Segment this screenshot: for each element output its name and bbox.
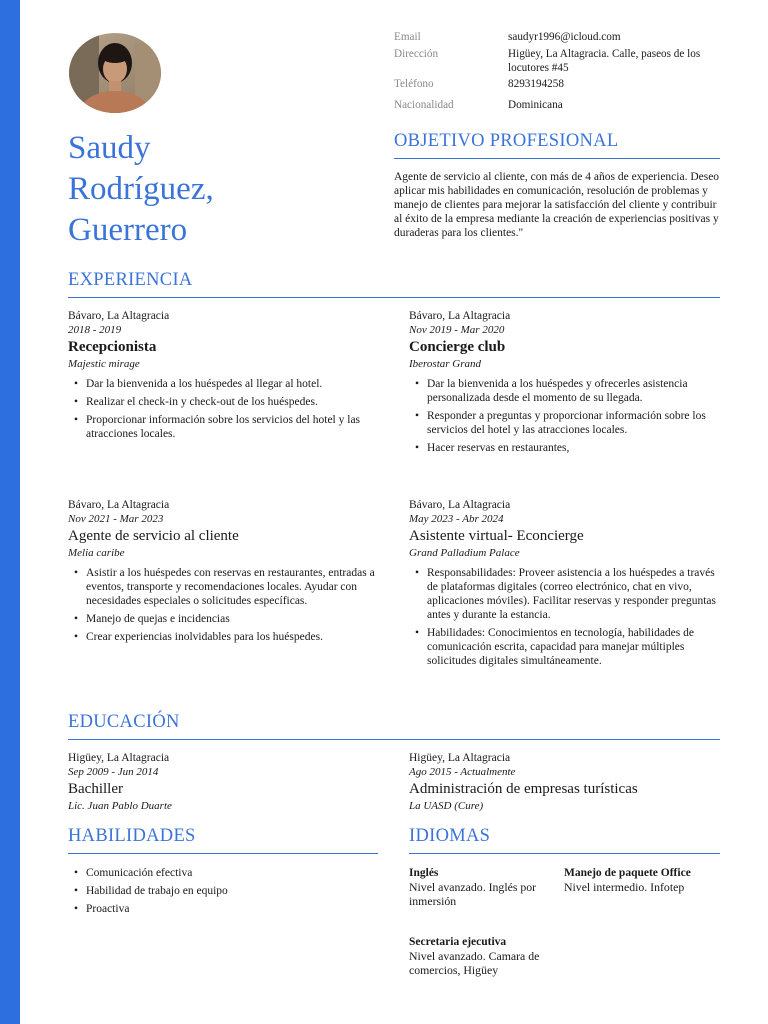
job-bullet: • Asistir a los huéspedes con reservas en restaurantes, entradas a eventos, transporte y recomendaciones locales. Ayudar con necesidades especiales o solicitudes específicas. <box>68 566 383 608</box>
skills-divider <box>68 853 378 854</box>
job-bullets <box>409 377 724 455</box>
education-dates: Ago 2015 - Actualmente <box>409 766 516 778</box>
languages-title: IDIOMAS <box>409 826 491 846</box>
job-bullet: • Responsabilidades: Proveer asistencia a los huéspedes a través de plataformas digitales (correo electrónico, chat en vivo, aplicaciones móviles). Facilitar reservas y responder preguntas antes y durante la estancia. <box>409 566 724 622</box>
language-detail: Nivel avanzado. Camara de comercios, Higüey <box>409 949 540 977</box>
language-detail: Nivel intermedio. Infotep <box>564 880 685 894</box>
skill-item: • Habilidad de trabajo en equipo <box>68 884 378 898</box>
language-item-1 <box>409 866 549 908</box>
job-bullets <box>68 377 383 441</box>
education-entry-1 <box>68 751 383 819</box>
language-name: Manejo de paquete Office <box>564 867 691 879</box>
education-degree: Administración de empresas turísticas <box>409 781 638 797</box>
job-bullet: • Dar la bienvenida a los huéspedes y ofrecerles asistencia personalizada desde el momento de su llegada. <box>409 377 724 405</box>
job-company: Majestic mirage <box>68 358 140 370</box>
experience-divider <box>68 297 720 298</box>
candidate-name <box>68 128 368 251</box>
job-dates: Nov 2019 - Mar 2020 <box>409 324 505 336</box>
objective-divider <box>394 158 720 159</box>
accent-side-bar <box>0 0 20 1024</box>
skills-list <box>68 866 378 920</box>
job-bullet: • Hacer reservas en restaurantes, <box>409 441 724 455</box>
skill-item: • Comunicación efectiva <box>68 866 378 880</box>
education-school: Lic. Juan Pablo Duarte <box>68 800 172 812</box>
name-line-2: Rodríguez, <box>68 171 214 207</box>
job-entry-1 <box>68 309 383 445</box>
objective-title: OBJETIVO PROFESIONAL <box>394 131 619 151</box>
contact-address-label: Dirección <box>394 48 439 60</box>
objective-text: Agente de servicio al cliente, con más de 4 años de experiencia. Deseo aplicar mis habilidades en comunicación, resolución de problemas y manejo de clientes para mejorar la satisfacción del cliente y contribuir al éxito de la empresa mediante la creación de experiencias positivas y duraderas para los clientes." <box>394 171 720 239</box>
job-bullet: • Dar la bienvenida a los huéspedes al llegar al hotel. <box>68 377 383 391</box>
job-location: Bávaro, La Altagracia <box>68 499 170 511</box>
education-school: La UASD (Cure) <box>409 800 484 812</box>
contact-address-value: Higüey, La Altagracia. Calle, paseos de los locutores #45 <box>508 48 701 74</box>
job-bullet: • Realizar el check-in y check-out de los huéspedes. <box>68 395 383 409</box>
job-entry-3 <box>68 498 383 648</box>
job-bullets <box>409 566 724 668</box>
job-bullet: • Crear experiencias inolvidables para los huéspedes. <box>68 630 383 644</box>
job-location: Bávaro, La Altagracia <box>68 310 170 322</box>
languages-divider <box>409 853 720 854</box>
contact-phone-value: 8293194258 <box>508 78 564 90</box>
job-dates: Nov 2021 - Mar 2023 <box>68 513 164 525</box>
job-role: Recepcionista <box>68 339 157 355</box>
skill-item: • Proactiva <box>68 902 378 916</box>
education-entry-2 <box>409 751 724 819</box>
profile-photo-image <box>69 33 161 113</box>
education-divider <box>68 739 720 740</box>
language-item-3 <box>409 935 559 977</box>
job-dates: 2018 - 2019 <box>68 324 122 336</box>
contact-nationality-label: Nacionalidad <box>394 99 454 111</box>
language-name: Secretaria ejecutiva <box>409 936 507 948</box>
language-name: Inglés <box>409 867 439 879</box>
language-item-2 <box>564 866 694 894</box>
education-degree: Bachiller <box>68 781 123 797</box>
contact-email-value: saudyr1996@icloud.com <box>508 31 621 43</box>
job-company: Melia caribe <box>68 547 125 559</box>
education-title: EDUCACIÓN <box>68 712 180 732</box>
job-bullet: • Responder a preguntas y proporcionar información sobre los servicios del hotel y las atracciones locales. <box>409 409 724 437</box>
job-bullet: • Manejo de quejas e incidencias <box>68 612 383 626</box>
job-bullets <box>68 566 383 644</box>
job-entry-4 <box>409 498 724 672</box>
name-line-3: Guerrero <box>68 212 188 248</box>
education-location: Higüey, La Altagracia <box>68 752 170 764</box>
job-location: Bávaro, La Altagracia <box>409 310 511 322</box>
skills-title: HABILIDADES <box>68 826 196 846</box>
contact-nationality-value: Dominicana <box>508 99 563 111</box>
job-role: Concierge club <box>409 339 506 355</box>
job-entry-2 <box>409 309 724 459</box>
profile-photo <box>69 33 161 113</box>
education-location: Higüey, La Altagracia <box>409 752 511 764</box>
job-bullet: • Habilidades: Conocimientos en tecnología, habilidades de comunicación escrita, capacidad para manejar múltiples solicitudes digitales simultáneamente. <box>409 626 724 668</box>
job-bullet: • Proporcionar información sobre los servicios del hotel y las atracciones locales. <box>68 413 383 441</box>
job-role: Asistente virtual- Econcierge <box>409 528 584 544</box>
job-location: Bávaro, La Altagracia <box>409 499 511 511</box>
contact-phone-label: Teléfono <box>394 78 434 90</box>
job-dates: May 2023 - Abr 2024 <box>409 513 504 525</box>
experience-title: EXPERIENCIA <box>68 270 193 290</box>
job-company: Iberostar Grand <box>409 358 482 370</box>
language-detail: Nivel avanzado. Inglés por inmersión <box>409 880 537 908</box>
job-role: Agente de servicio al cliente <box>68 528 239 544</box>
name-line-1: Saudy <box>68 130 151 166</box>
job-company: Grand Palladium Palace <box>409 547 520 559</box>
education-dates: Sep 2009 - Jun 2014 <box>68 766 159 778</box>
contact-email-label: Email <box>394 31 421 43</box>
